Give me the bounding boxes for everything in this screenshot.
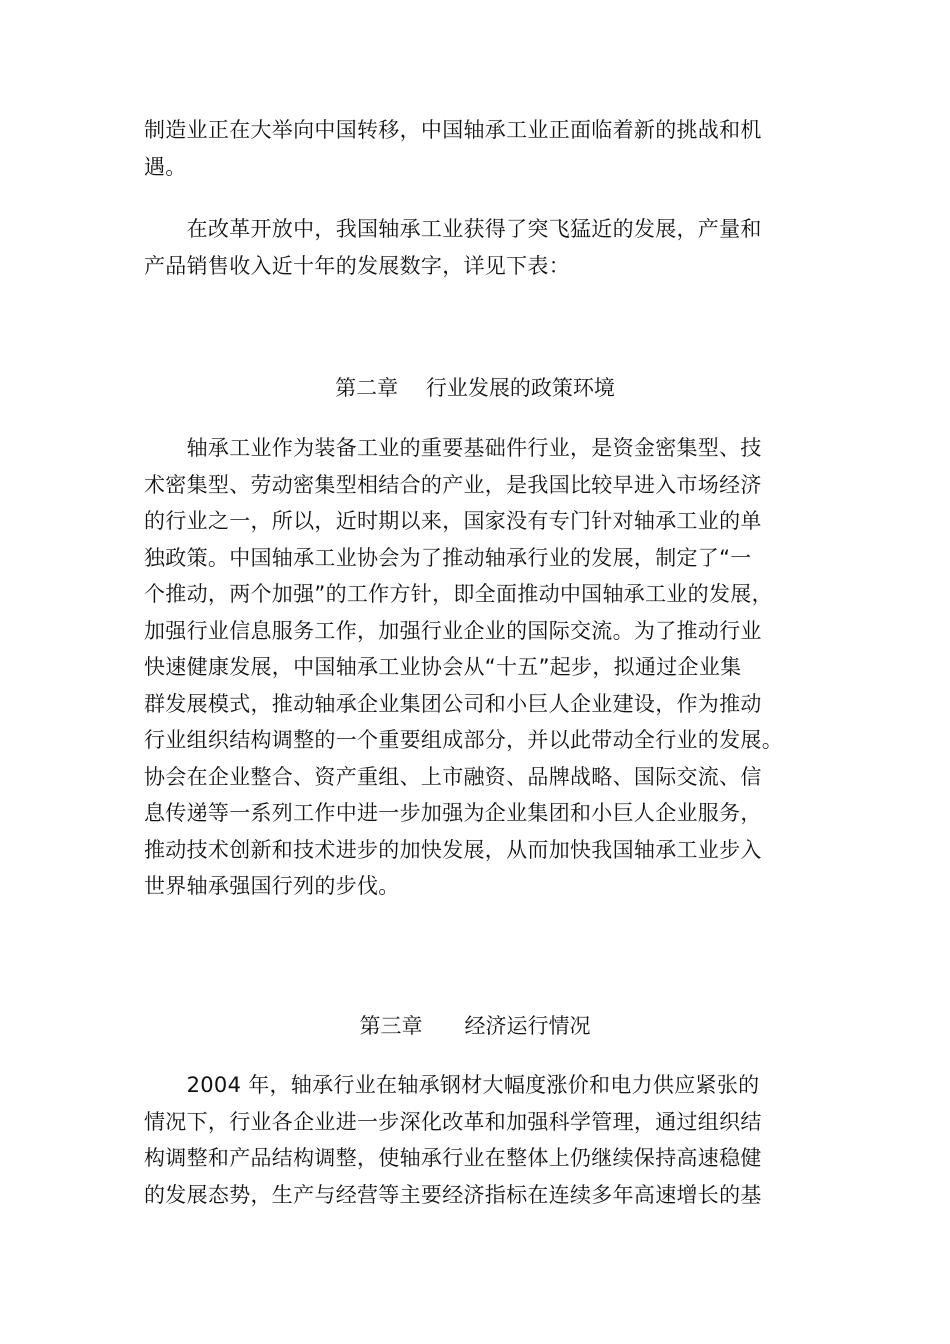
text-line: 协会在企业整合、资产重组、上市融资、品牌战略、国际交流、信 xyxy=(144,764,762,789)
text-line: 情况下，行业各企业进一步深化改革和加强科学管理，通过组织结 xyxy=(144,1109,762,1134)
paragraph-intro-continuation xyxy=(144,112,814,185)
text-line: 轴承工业作为装备工业的重要基础件行业，是资金密集型、技 xyxy=(144,436,762,460)
chapter-2-heading: 第二章 行业发展的政策环境 xyxy=(335,376,615,400)
chapter-3-body xyxy=(144,1067,814,1213)
text-line: 加强行业信息服务工作，加强行业企业的国际交流。为了推动行业 xyxy=(144,618,762,643)
text-line: 独政策。中国轴承工业协会为了推动轴承行业的发展，制定了“一 xyxy=(144,545,752,570)
text-line: 制造业正在大举向中国转移，中国轴承工业正面临着新的挑战和机 xyxy=(144,118,762,142)
text-line: 的发展态势，生产与经营等主要经济指标在连续多年高速增长的基 xyxy=(144,1182,762,1207)
text-line: 息传递等一系列工作中进一步加强为企业集团和小巨人企业服务， xyxy=(144,801,762,825)
text-line: 个推动，两个加强”的工作方针，即全面推动中国轴承工业的发展， xyxy=(144,582,773,606)
text-line: 推动技术创新和技术进步的加快发展，从而加快我国轴承工业步入 xyxy=(144,837,762,862)
text-line: 术密集型、劳动密集型相结合的产业，是我国比较早进入市场经济 xyxy=(144,472,762,497)
paragraph-reform-development xyxy=(144,211,814,284)
text-line: 遇。 xyxy=(144,154,187,179)
text-line: 产品销售收入近十年的发展数字，详见下表： xyxy=(144,253,570,278)
text-line: 世界轴承强国行列的步伐。 xyxy=(144,874,400,898)
chapter-2-body xyxy=(144,430,814,905)
chapter-3-heading: 第三章 经济运行情况 xyxy=(359,1014,591,1038)
text-line: 构调整和产品结构调整，使轴承行业在整体上仍继续保持高速稳健 xyxy=(144,1146,762,1170)
text-line: 2004 年，轴承行业在轴承钢材大幅度涨价和电力供应紧张的 xyxy=(144,1073,760,1097)
text-line: 行业组织结构调整的一个重要组成部分，并以此带动全行业的发展。 xyxy=(144,728,783,752)
text-line: 群发展模式，推动轴承企业集团公司和小巨人企业建设，作为推动 xyxy=(144,691,762,716)
text-line: 快速健康发展，中国轴承工业协会从“十五”起步，拟通过企业集 xyxy=(144,655,742,679)
text-line: 的行业之一，所以，近时期以来，国家没有专门针对轴承工业的单 xyxy=(144,509,762,533)
text-line: 在改革开放中，我国轴承工业获得了突飞猛近的发展，产量和 xyxy=(144,217,762,241)
